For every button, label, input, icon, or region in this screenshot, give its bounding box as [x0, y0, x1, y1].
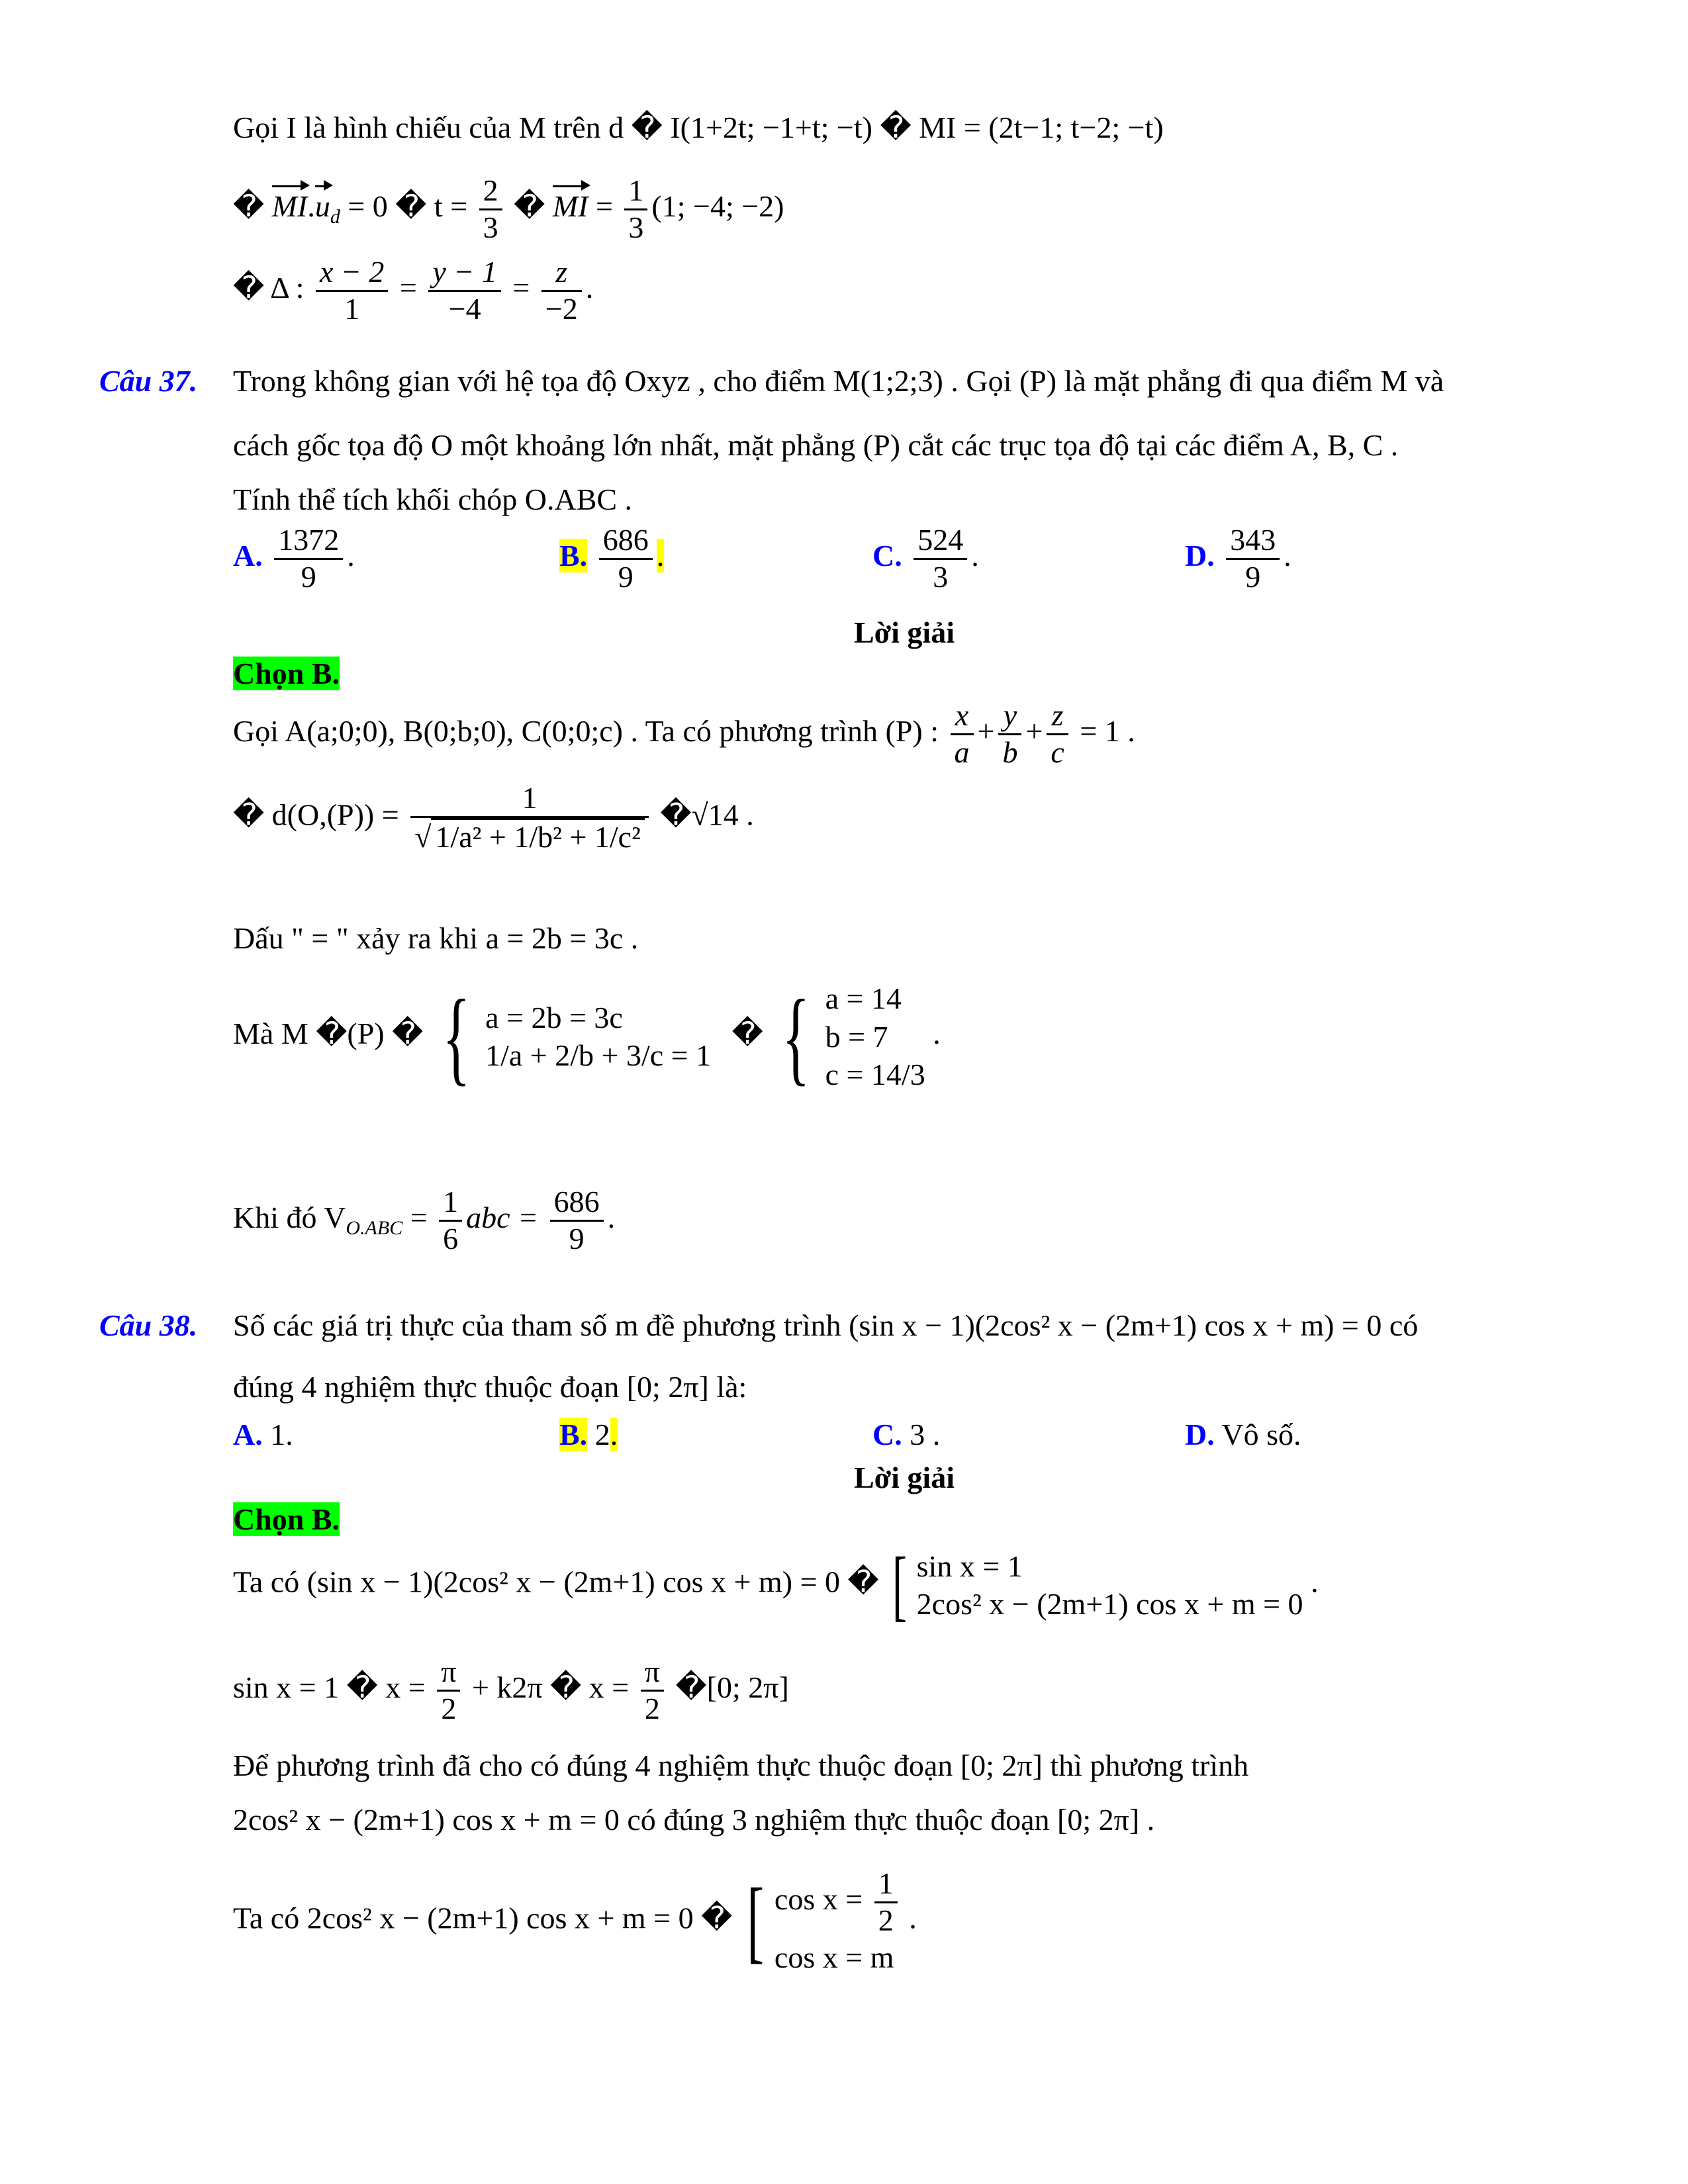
text: 2cos² x − (2m+1) cos x + m = 0 có đúng 3 nghiệm thực thuộc đoạn [0; 2π] . — [233, 1803, 1155, 1837]
equation: sin x = 1 — [916, 1549, 1023, 1583]
text: Lời giải — [854, 1461, 955, 1494]
text: . — [1311, 1565, 1319, 1599]
brace-icon: { — [782, 978, 810, 1096]
denominator: 9 — [569, 1221, 585, 1255]
option-b[interactable]: B. $\frac{686}{9}$ . — [559, 523, 665, 594]
option-a[interactable] — [233, 1416, 293, 1453]
denominator: 2 — [878, 1903, 894, 1937]
question-label: Câu 37. — [99, 364, 198, 398]
numerator: 1 — [439, 1185, 462, 1222]
numerator: z — [1047, 698, 1068, 735]
text: . — [585, 270, 594, 304]
text: = — [410, 1200, 436, 1234]
text: Chọn B. — [233, 1502, 340, 1536]
text: � — [233, 189, 265, 223]
option-b[interactable]: B. 2. — [559, 1418, 618, 1451]
equation-system — [825, 979, 925, 1094]
text: �√14 — [660, 797, 739, 832]
bracket-icon: [ — [747, 1870, 764, 1973]
denominator: a — [954, 735, 970, 769]
question-37-line-2 — [233, 427, 1398, 463]
numerator: y — [998, 698, 1021, 735]
equation: 1/a + 2/b + 3/c = 1 — [485, 1038, 712, 1073]
text: . — [307, 189, 315, 223]
denominator: 3 — [483, 210, 498, 244]
top-line-3: � Δ : $\frac{x - 2}{1}$ = $\frac{y - 1}{-4}$ = $\frac{z}{-2}$ . — [233, 255, 594, 326]
fraction — [541, 255, 582, 327]
text: đúng 4 nghiệm thực thuộc đoạn [0; 2π] là: — [233, 1370, 747, 1404]
option-d[interactable] — [1185, 1416, 1301, 1453]
option-value: Vô số. — [1214, 1418, 1301, 1451]
text: . — [933, 1016, 941, 1050]
numerator: 1 — [874, 1866, 898, 1903]
numerator: z — [541, 255, 582, 292]
text: Khi đó V — [233, 1200, 346, 1234]
numerator: π — [437, 1655, 460, 1692]
numerator: 2 — [479, 173, 502, 210]
numerator: 1 — [624, 173, 647, 210]
text: Tính thể tích khối chóp O.ABC . — [233, 482, 633, 516]
fraction — [998, 698, 1021, 770]
equation: a = 14 — [825, 981, 902, 1015]
text: Ta có (sin x − 1)(2cos² x − (2m+1) cos x + m) = 0 � — [233, 1565, 879, 1599]
denominator: 9 — [1245, 559, 1261, 594]
vector-mi: MI — [272, 188, 308, 224]
fraction — [479, 173, 502, 246]
text: sin x = 1 � x = — [233, 1670, 434, 1704]
bracket-icon: [ — [892, 1541, 908, 1629]
text: Mà M �(P) � — [233, 1016, 424, 1050]
question-38-line-2 — [233, 1369, 747, 1405]
option-value: 1. — [262, 1418, 293, 1451]
text: Gọi A(a;0;0), B(0;b;0), C(0;0;c) . Ta có phương trình (P) : — [233, 713, 947, 748]
equation-system — [485, 999, 711, 1075]
text: = 0 � t = — [348, 189, 475, 223]
fraction — [1047, 698, 1068, 770]
fraction — [274, 523, 343, 595]
answer-chosen — [233, 655, 340, 692]
numerator: x — [951, 698, 974, 735]
equation-system — [774, 1866, 902, 1976]
denominator: −4 — [448, 291, 481, 326]
option-letter: D. — [1185, 1418, 1215, 1451]
fraction — [550, 1185, 604, 1257]
question-37-line-1 — [233, 363, 1444, 399]
text: Chọn B. — [233, 657, 340, 690]
text: = 1 . — [1072, 713, 1135, 748]
fraction — [316, 255, 388, 327]
solution-line-2 — [233, 781, 754, 855]
text: �[0; 2π] — [667, 1670, 789, 1704]
text: Số các giá trị thực của tham số m đề phương trình (sin x − 1)(2cos² x − (2m+1) cos x + m) = 0 có — [233, 1308, 1419, 1342]
text: Gọi I là hình chiếu của M trên d � I(1+2t; −1+t; −t) � MI = (2t−1; t−2; −t) — [233, 111, 1164, 144]
q38-solution-line-5 — [233, 1866, 917, 1976]
numerator: 1 — [410, 781, 649, 818]
numerator: 686 — [599, 523, 653, 560]
equation: 2cos² x − (2m+1) cos x + m = 0 — [916, 1587, 1303, 1621]
fraction — [641, 1655, 664, 1727]
text: . — [909, 1901, 917, 1935]
equation-system — [917, 1547, 1303, 1623]
fraction — [951, 698, 974, 770]
denominator: −2 — [545, 291, 578, 326]
option-c[interactable] — [872, 1416, 940, 1453]
solution-line-1: Gọi A(a;0;0), B(0;b;0), C(0;0;c) . Ta có phương trình (P) : $\frac{x}{a}$ + $\frac{y}{b}$ + $\frac{z}{c}$ = 1 . — [233, 698, 1135, 769]
fraction — [914, 523, 967, 595]
q38-solution-line-4 — [233, 1801, 1154, 1838]
option-letter: D. — [1185, 538, 1215, 572]
equation: b = 7 — [825, 1019, 888, 1054]
text: abc = — [466, 1200, 546, 1234]
solution-line-4 — [233, 979, 941, 1094]
fraction — [428, 255, 500, 327]
text: � d(O,(P)) = — [233, 797, 407, 832]
numerator: 524 — [914, 523, 967, 560]
fraction — [599, 523, 653, 595]
text: . — [746, 797, 754, 832]
text: Dấu " = " xảy ra khi a = 2b = 3c . — [233, 921, 639, 955]
option-value: 2 — [587, 1418, 610, 1451]
fraction — [874, 1866, 898, 1938]
text: � — [514, 189, 553, 223]
option-value: 3 . — [902, 1418, 941, 1451]
option-letter: A. — [233, 1418, 263, 1451]
option-letter: A. — [233, 538, 263, 572]
denominator: 2 — [441, 1691, 457, 1725]
question-37-line-3 — [233, 481, 632, 518]
fraction — [624, 173, 647, 246]
denominator: 9 — [301, 559, 316, 594]
denominator: 3 — [933, 559, 949, 594]
option-letter: B. — [559, 1418, 588, 1451]
equation — [774, 1866, 902, 1938]
denominator: b — [1002, 735, 1018, 769]
numerator: 686 — [550, 1185, 604, 1222]
numerator: 343 — [1226, 523, 1280, 560]
vector-mi-2: MI — [553, 188, 588, 224]
top-line-1 — [233, 109, 1164, 146]
subscript: d — [330, 206, 340, 228]
question-37-label — [99, 363, 197, 399]
q38-solution-line-3 — [233, 1747, 1248, 1784]
text: . — [607, 1200, 616, 1234]
fraction — [439, 1185, 462, 1257]
text: (1; −4; −2) — [651, 189, 784, 223]
denominator: 6 — [443, 1221, 459, 1255]
answer-chosen — [233, 1501, 340, 1537]
denominator: 2 — [644, 1691, 660, 1725]
q38-solution-line-2 — [233, 1655, 789, 1727]
text: Ta có 2cos² x − (2m+1) cos x + m = 0 � — [233, 1901, 733, 1935]
text: � — [731, 1016, 763, 1050]
vector-u: u — [315, 188, 330, 224]
text: � Δ : — [233, 270, 312, 304]
equation: cos x = m — [774, 1940, 894, 1974]
text: cos x = — [774, 1882, 870, 1916]
text: = — [595, 189, 621, 223]
text: + k2π � x = — [464, 1670, 637, 1704]
q38-solution-line-1 — [233, 1541, 1319, 1629]
text: Trong không gian với hệ tọa độ Oxyz , cho điểm M(1;2;3) . Gọi (P) là mặt phẳng đi qua điểm M và — [233, 364, 1444, 398]
fraction — [437, 1655, 460, 1727]
solution-title — [854, 1459, 955, 1496]
question-38-line-1 — [233, 1307, 1418, 1343]
radicand: 1/a² + 1/b² + 1/c² — [431, 818, 644, 855]
option-letter: C. — [872, 538, 902, 572]
question-label: Câu 38. — [99, 1308, 198, 1342]
solution-title — [854, 614, 955, 651]
solution-line-5 — [233, 1185, 615, 1257]
option-letter: C. — [872, 1418, 902, 1451]
solution-line-3 — [233, 920, 638, 956]
text: cách gốc tọa độ O một khoảng lớn nhất, mặt phẳng (P) cắt các trục tọa độ tại các điểm A, B, C . — [233, 428, 1399, 462]
subscript: O.ABC — [346, 1217, 403, 1240]
text: Để phương trình đã cho có đúng 4 nghiệm thực thuộc đoạn [0; 2π] thì phương trình — [233, 1749, 1249, 1782]
denominator: 3 — [628, 210, 644, 244]
fraction — [410, 781, 649, 855]
denominator: 9 — [618, 559, 633, 594]
denominator: 1 — [344, 291, 360, 326]
equation: a = 2b = 3c — [485, 1000, 623, 1034]
option-a[interactable]: A. $\frac{1372}{9}$ . — [233, 523, 355, 594]
top-line-2 — [233, 173, 784, 246]
numerator: y − 1 — [428, 255, 500, 292]
brace-icon: { — [442, 978, 471, 1096]
text: Lời giải — [854, 615, 955, 649]
numerator: x − 2 — [316, 255, 388, 292]
numerator: 1372 — [274, 523, 343, 560]
equation: c = 14/3 — [825, 1058, 925, 1091]
option-letter: B. — [559, 538, 588, 572]
question-38-label — [99, 1307, 197, 1343]
fraction — [1226, 523, 1280, 595]
denominator: c — [1051, 735, 1064, 769]
option-d[interactable]: D. $\frac{343}{9}$ . — [1185, 523, 1291, 594]
option-c[interactable]: C. $\frac{524}{3}$ . — [872, 523, 979, 594]
denominator: √ 1/a² + 1/b² + 1/c² — [410, 818, 649, 855]
numerator: π — [641, 1655, 664, 1692]
